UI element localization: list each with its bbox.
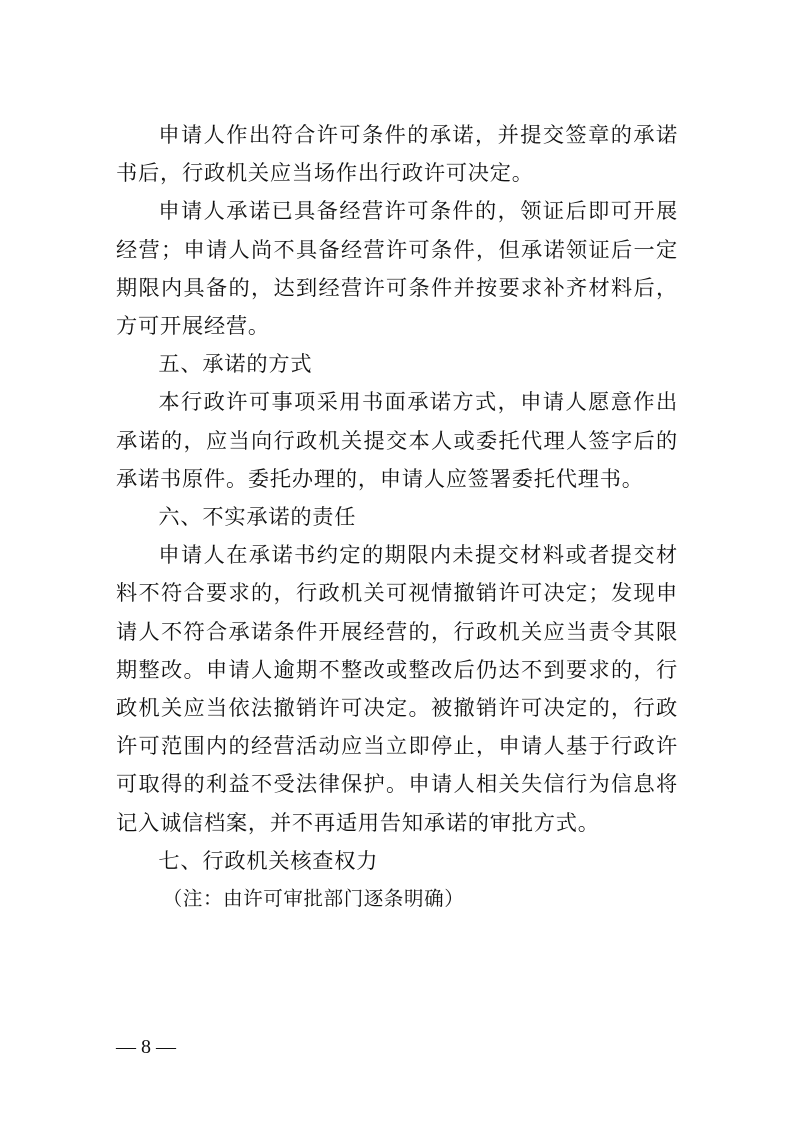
section-heading-verification-power: 七、行政机关核查权力 — [158, 847, 379, 873]
paragraph-commitment-method: 本行政许可事项采用书面承诺方式，申请人愿意作出承诺的，应当向行政机关提交本人或委托代理人签字后的承诺书原件。委托办理的，申请人应签署委托代理书。 — [116, 389, 678, 491]
page-number: — 8 — — [116, 1036, 176, 1058]
paragraph-commitment-decision: 申请人作出符合许可条件的承诺，并提交签章的承诺书后，行政机关应当场作出行政许可决定。 — [116, 122, 678, 186]
document-body — [116, 116, 678, 918]
paragraph-commitment-operation: 申请人承诺已具备经营许可条件的，领证后即可开展经营；申请人尚不具备经营许可条件，但承诺领证后一定期限内具备的，达到经营许可条件并按要求补齐材料后，方可开展经营。 — [116, 198, 678, 339]
paragraph-false-commitment: 申请人在承诺书约定的期限内未提交材料或者提交材料不符合要求的，行政机关可视情撤销许可决定；发现申请人不符合承诺条件开展经营的，行政机关应当责令其限期整改。申请人逾期不整改或整改后仍达不到要求的，行政机关应当依法撤销许可决定。被撤销许可决定的，行政许可范围内的经营活动应当立即停止，申请人基于行政许可取得的利益不受法律保护。申请人相关失信行为信息将记入诚信档案，并不再适用告知承诺的审批方式。 — [116, 542, 678, 835]
note-verification: （注：由许可审批部门逐条明确） — [162, 887, 465, 911]
section-heading-commitment-method: 五、承诺的方式 — [158, 351, 313, 377]
section-heading-false-commitment: 六、不实承诺的责任 — [158, 504, 357, 530]
